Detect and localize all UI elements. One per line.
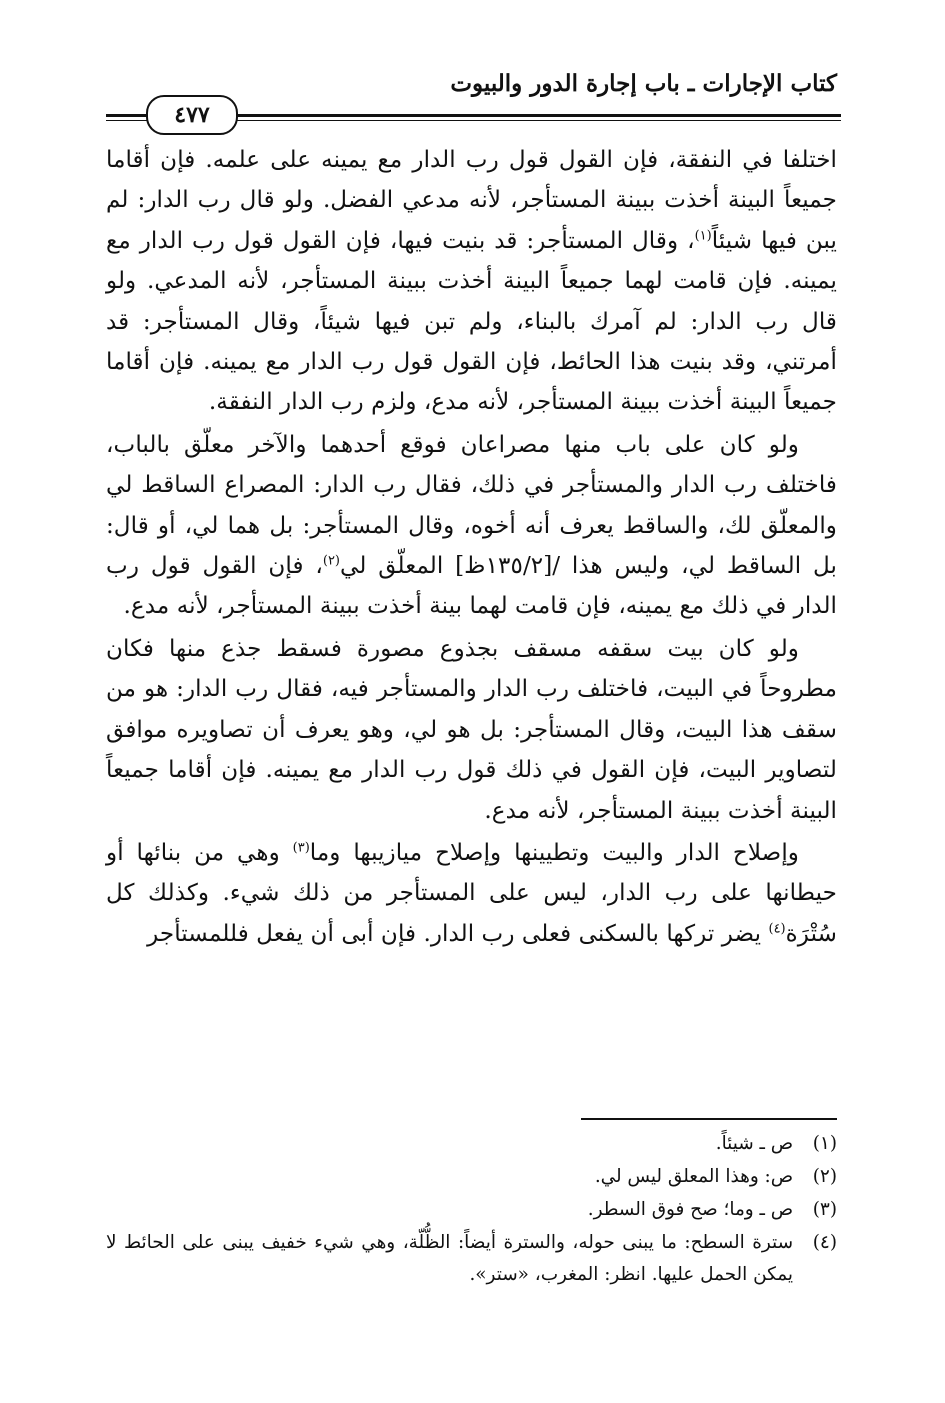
paragraph-1-text-b: ، وقال المستأجر: قد بنيت فيها، فإن القول قول رب الدار مع يمينه. فإن قامت لهما جميعاً البينة أخذت ببينة المستأجر، لأنه المدعي. ولو قال رب الدار: لم آمرك بالبناء، ولم تبن فيها شيئاً، وقال المستأجر: قد أمرتني، وقد بنيت هذا الحائط، فإن القول قول رب الدار مع يمينه. فإن أقاما جميعاً البينة أخذت ببينة المستأجر، لأنه مدع، ولزم رب الدار النفقة. [106,226,837,416]
footnote-2-number: (٢) [812,1166,837,1187]
footnote-4 [106,1227,837,1291]
footnote-4-number: (٤) [812,1232,837,1253]
footnote-separator [581,1118,837,1120]
paragraph-1-text-a: اختلفا في النفقة، فإن القول قول رب الدار مع يمينه على علمه. فإن أقاما جميعاً البينة أخذت ببينة المستأجر، لأنه مدعي الفضل. ولو قال رب الدار: لم يبن فيها شيئاً [106,146,837,254]
footnote-ref-3: (٣) [292,840,310,856]
footnote-4-text: سترة السطح: ما يبنى حوله، والسترة أيضاً: الظُّلّة، وهي شيء خفيف يبنى على الحائط لا يمكن الحمل عليها. انظر: المغرب، «ستر». [106,1232,793,1285]
paragraph-4-text-b: وهي من بنائها أو حيطانها على رب الدار، ليس على المستأجر من ذلك شيء. وكذلك كل سُتْرَة [106,838,837,947]
footnote-1-number: (١) [812,1133,837,1154]
footnotes [106,1128,837,1292]
running-title: كتاب الإجارات ـ باب إجارة الدور والبيوت [450,70,837,97]
footnote-2 [106,1161,837,1193]
paragraph-3: ولو كان بيت سقفه مسقف بجذوع مصورة فسقط جذع منها فكان مطروحاً في البيت، فاختلف رب الدار والمستأجر فيه، فقال رب الدار: هو من سقف هذا البيت، وقال المستأجر: بل هو لي، وهو يعرف أن تصاويره موافق لتصاوير البيت، فإن القول في ذلك قول رب الدار مع يمينه. فإن أقاما جميعاً البينة أخذت ببينة المستأجر، لأنه مدع. [106,634,837,824]
paragraph-4-text-a: وإصلاح الدار والبيت وتطيينها وإصلاح ميازيبها وما [309,838,799,866]
footnote-2-text: ص: وهذا المعلق ليس لي. [594,1166,793,1187]
footnote-3-text: ص ـ وما؛ صح فوق السطر. [587,1199,793,1220]
footnote-ref-1: (١) [694,228,712,244]
paragraph-2-text-b: ، فإن القول قول رب الدار في ذلك مع يمينه، فإن قامت لهما بينة أخذت ببينة المستأجر، لأنه مدع. [106,552,837,620]
paragraph-2 [106,425,837,627]
main-text [106,140,837,954]
footnote-ref-2: (٢) [322,553,340,569]
paragraph-2-text-a: ولو كان على باب منها مصراعان فوقع أحدهما والآخر معلّق بالباب، فاختلف رب الدار والمستأجر في ذلك، فقال رب الدار: المصراع الساقط لي والمعلّق لك، والساقط يعرف أنه أخوه، وقال المستأجر: بل هما لي، أو قال: بل الساقط لي، وليس هذا /[١٣٥/٢ظ] المعلّق لي [106,430,837,580]
footnote-1-text: ص ـ شيئاً. [715,1133,793,1154]
footnote-3-number: (٣) [812,1199,837,1220]
footnote-1 [106,1128,837,1160]
paragraph-4 [106,833,837,954]
paragraph-4-text-c: يضر تركها بالسكنى فعلى رب الدار. فإن أبى أن يفعل فللمستأجر [147,919,769,947]
footnote-3 [106,1194,837,1226]
page-number-badge: ٤٧٧ [146,95,238,135]
paragraph-1 [106,140,837,423]
footnote-ref-4: (٤) [768,920,786,936]
